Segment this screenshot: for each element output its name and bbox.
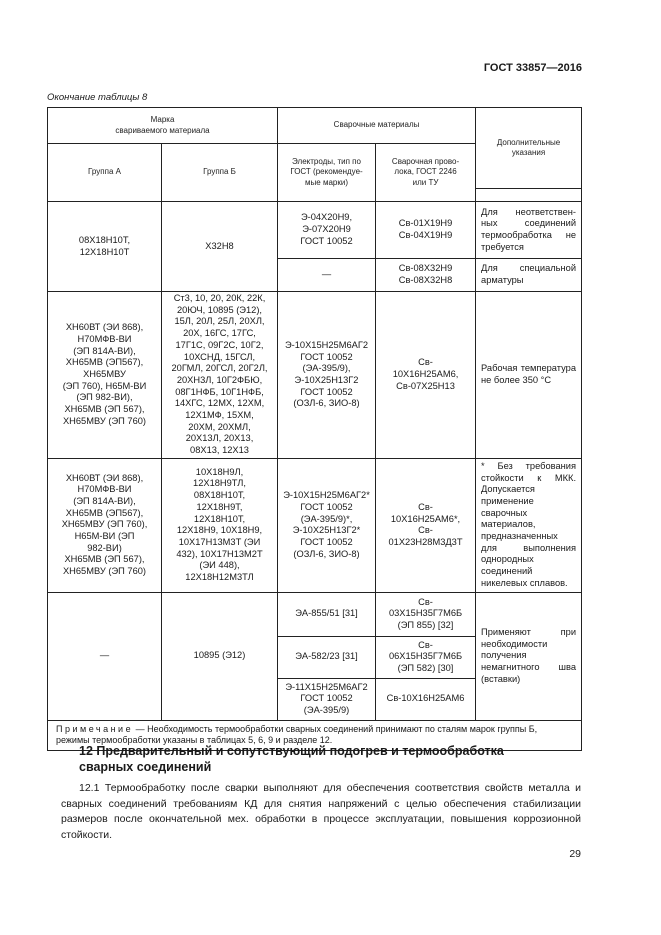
table-cell: ХН60ВТ (ЭИ 868), Н70МФВ-ВИ (ЭП 814А-ВИ), ХН65МВ (ЭП567), ХН65МВУ (ЭП 760), Н65М-ВИ (ЭП 982-ВИ), ХН65МВ (ЭП 567), ХН65МВУ (ЭП 760) — [48, 292, 162, 459]
header-group-a: Группа А — [48, 144, 162, 202]
table-cell: Э-04Х20Н9, Э-07Х20Н9 ГОСТ 10052 — [278, 202, 376, 259]
table-cell: 10895 (Э12) — [162, 592, 278, 720]
table-cell: * Без требования стойкости к МКК. Допускается применение сварочных материалов, предназначенных для выполнения однородных соединений никелевых сплавов. — [476, 458, 582, 592]
standard-header: ГОСТ 33857—2016 — [483, 62, 582, 74]
table-cell: Св-10Х16Н25АМ6 — [376, 678, 476, 720]
table-caption: Окончание таблицы 8 — [47, 92, 148, 103]
table-cell: Для специальной арматуры — [476, 259, 582, 292]
table-cell: Св- 03Х15Н35Г7М6Б (ЭП 855) [32] — [376, 592, 476, 636]
table-cell: Э-10Х15Н25М6АГ2 ГОСТ 10052 (ЭА-395/9), Э-10Х25Н13Г2 ГОСТ 10052 (ОЗЛ-6, ЗИО-8) — [278, 292, 376, 459]
note-text: — Необходимость термообработки сварных соединений принимают по сталям марок группы Б, режимы термообработки указаны в таблицах 5, 6, 9 и разделе 12. — [56, 723, 538, 746]
header-spacer — [476, 189, 582, 202]
table-cell: ЭА-855/51 [31] — [278, 592, 376, 636]
table-cell: ЭА-582/23 [31] — [278, 636, 376, 678]
table-cell: Св- 10Х16Н25АМ6*, Св- 01Х23Н28М3Д3Т — [376, 458, 476, 592]
header-wire: Сварочная прово- лока, ГОСТ 2246 или ТУ — [376, 144, 476, 202]
header-group-b: Группа Б — [162, 144, 278, 202]
table-cell: Св-01Х19Н9 Св-04Х19Н9 — [376, 202, 476, 259]
section-paragraph: 12.1 Термообработку после сварки выполняют для обеспечения соответствия свойств металла и сварных соединений требованиям КД для снятия напряжений с целью обеспечения стабилизации размеров после окончательной мех. обработки в процессе эксплуатации, повышения коррозионной стойкости. — [61, 782, 581, 841]
header-electrodes: Электроды, тип по ГОСТ (рекомендуе- мые марки) — [278, 144, 376, 202]
table-cell: Св- 10Х16Н25АМ6, Св-07Х25Н13 — [376, 292, 476, 459]
table-cell: — — [278, 259, 376, 292]
table-cell: Э-11Х15Н25М6АГ2 ГОСТ 10052 (ЭА-395/9) — [278, 678, 376, 720]
table-cell: — — [48, 592, 162, 720]
table-cell: Св-08Х32Н9 Св-08Х32Н8 — [376, 259, 476, 292]
page-number: 29 — [569, 848, 581, 860]
table-cell: Рабочая температура не более 350 °С — [476, 292, 582, 459]
table-cell: Х32Н8 — [162, 202, 278, 292]
table-cell: Э-10Х15Н25М6АГ2* ГОСТ 10052 (ЭА-395/9)*, Э-10Х25Н13Г2* ГОСТ 10052 (ОЗЛ-6, ЗИО-8) — [278, 458, 376, 592]
table-cell: 10Х18Н9Л, 12Х18Н9ТЛ, 08Х18Н10Т, 12Х18Н9Т, 12Х18Н10Т, 12Х18Н9, 10Х18Н9, 10Х17Н13М3Т (ЭИ 432), 10Х17Н13М2Т (ЭИ 448), 12Х18Н12М3ТЛ — [162, 458, 278, 592]
header-additional: Дополнительные указания — [476, 108, 582, 189]
table-cell: Применяют при необходимости получения немагнитного шва (вставки) — [476, 592, 582, 720]
header-grade: Марка свариваемого материала — [48, 108, 278, 144]
table-cell: 08Х18Н10Т, 12Х18Н10Т — [48, 202, 162, 292]
table-cell: Св- 06Х15Н35Г7М6Б (ЭП 582) [30] — [376, 636, 476, 678]
table-cell: Ст3, 10, 20, 20К, 22К, 20ЮЧ, 10895 (Э12), 15Л, 20Л, 25Л, 20ХЛ, 20Х, 16ГС, 17ГС, 17Г1С, 09Г2С, 10Г2, 10ХСНД, 15ГСЛ, 20ГМЛ, 20ГСЛ, 20Г2Л, 20ХН3Л, 10Г2ФБЮ, 08Г1НФБ, 10Г1НФБ, 14ХГС, 12МХ, 12ХМ, 12Х1МФ, 15ХМ, 20ХМ, 20ХМЛ, 20Х13Л, 20Х13, 08Х13, 12Х13 — [162, 292, 278, 459]
header-weld-materials: Сварочные материалы — [278, 108, 476, 144]
materials-table — [47, 107, 582, 751]
table-cell: ХН60ВТ (ЭИ 868), Н70МФВ-ВИ (ЭП 814А-ВИ), ХН65МВ (ЭП567), ХН65МВУ (ЭП 760), Н65М-ВИ (ЭП 982-ВИ) ХН65МВ (ЭП 567), ХН65МВУ (ЭП 760) — [48, 458, 162, 592]
table-cell: Для неответствен-ных соединений термообработка не требуется — [476, 202, 582, 259]
note-label: Примечание — [56, 723, 134, 734]
section-title: 12 Предварительный и сопутствующий подогрев и термообработка сварных соединений — [79, 744, 504, 774]
